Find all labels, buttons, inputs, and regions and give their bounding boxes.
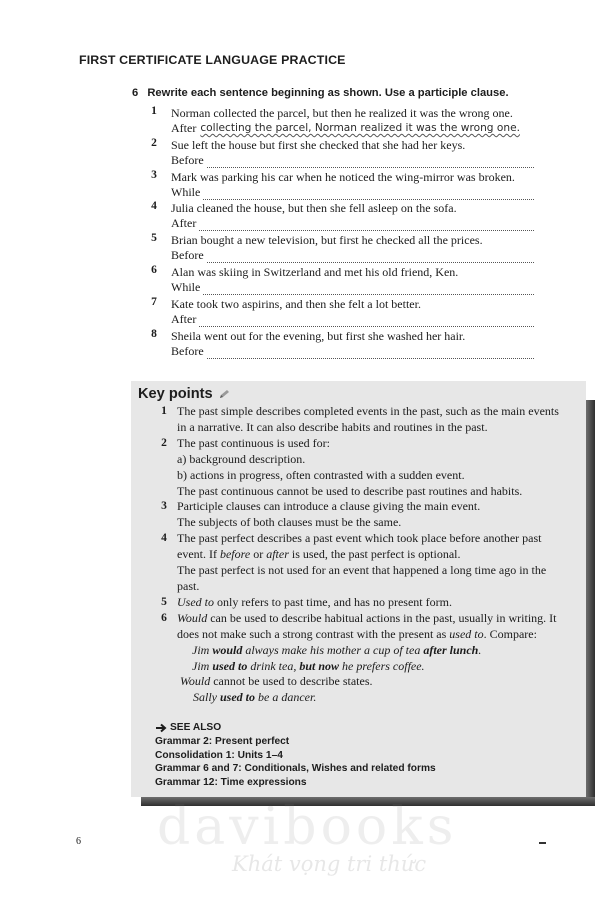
- see-also-section: [155, 721, 436, 790]
- key-point-text: a) background description.: [177, 451, 306, 466]
- see-also-link[interactable]: Grammar 2: Present perfect: [155, 735, 290, 747]
- answer-line[interactable]: [171, 153, 534, 168]
- exercise-item: [149, 169, 534, 201]
- answer-blank[interactable]: [199, 220, 534, 231]
- key-point-text: event. If before or after is used, the past perfect is optional.: [177, 547, 461, 562]
- answer-line[interactable]: [171, 344, 534, 359]
- exercise-number: 6: [132, 87, 139, 99]
- see-also-link[interactable]: Consolidation 1: Units 1–4: [155, 749, 283, 761]
- exercise-item: [149, 296, 534, 328]
- answer-prompt: After: [171, 216, 197, 231]
- example-sentence: Jim used to drink tea, but now he prefers coffee.: [192, 658, 425, 673]
- exercise-item: [149, 137, 534, 169]
- answer-prompt: After: [171, 311, 197, 326]
- key-point-text: The past perfect describes a past event which took place before another past: [177, 531, 542, 546]
- exercise-item: [149, 264, 534, 296]
- exercise-instruction-text: Rewrite each sentence beginning as shown. Use a participle clause.: [147, 87, 509, 99]
- answer-line: [171, 121, 534, 136]
- key-point-number: 2: [161, 436, 167, 449]
- key-point-text: Participle clauses can introduce a clause giving the main event.: [177, 499, 481, 514]
- pen-icon: [219, 389, 230, 399]
- answer-blank[interactable]: [203, 189, 534, 200]
- key-point-number: 5: [161, 595, 167, 608]
- key-point-text: in a narrative. It can also describe habits and routines in the past.: [177, 419, 488, 434]
- key-point: [159, 499, 577, 531]
- key-point-text: Used to only refers to past time, and has no present form.: [177, 594, 452, 609]
- key-point-text: Would can be used to describe habitual actions in the past, usually in writing. It: [177, 610, 557, 625]
- key-point-text: The past continuous is used for:: [177, 435, 330, 450]
- item-sentence: Brian bought a new television, but first he checked all the prices.: [171, 233, 483, 248]
- exercise-item: [149, 232, 534, 264]
- item-sentence: Sue left the house but first she checked that she had her keys.: [171, 137, 466, 152]
- exercise-item: [149, 200, 534, 232]
- exercise-list: [149, 105, 534, 359]
- answer-prompt: Before: [171, 152, 204, 167]
- key-point-number: 1: [161, 405, 167, 417]
- key-point: [159, 404, 577, 436]
- key-point-number: 3: [161, 500, 167, 513]
- arrow-right-icon: [155, 723, 167, 733]
- key-point: [159, 531, 577, 595]
- answer-prompt: Before: [171, 248, 204, 263]
- item-sentence: Kate took two aspirins, and then she felt a lot better.: [171, 296, 421, 311]
- answer-line[interactable]: [171, 185, 534, 200]
- book-header: FIRST CERTIFICATE LANGUAGE PRACTICE: [79, 53, 346, 67]
- watermark: davibooks: [157, 797, 458, 857]
- item-sentence: Mark was parking his car when he noticed the wing-mirror was broken.: [171, 169, 515, 184]
- box-shadow-right: [586, 400, 595, 806]
- key-point-text: past.: [177, 578, 200, 593]
- answer-blank[interactable]: [207, 157, 534, 168]
- page-number: 6: [76, 836, 81, 847]
- key-point-text: b) actions in progress, often contrasted with a sudden event.: [177, 467, 465, 482]
- key-point-text: The past simple describes completed events in the past, such as the main events: [177, 404, 559, 418]
- key-points-list: [159, 404, 577, 706]
- item-sentence: Sheila went out for the evening, but first she washed her hair.: [171, 328, 466, 343]
- item-sentence: Alan was skiing in Switzerland and met his old friend, Ken.: [171, 264, 459, 279]
- answer-prompt: After: [171, 121, 197, 135]
- item-number: 6: [151, 263, 157, 276]
- key-point-number: 4: [161, 532, 167, 545]
- see-also-link[interactable]: Grammar 6 and 7: Conditionals, Wishes and related forms: [155, 763, 436, 775]
- handwritten-answer: collecting the parcel, Norman realized it was the wrong one.: [200, 122, 520, 134]
- exercise-item: [149, 105, 534, 137]
- answer-line[interactable]: [171, 248, 534, 263]
- key-point-text: does not make such a strong contrast with the present as used to. Compare:: [177, 626, 537, 641]
- exercise-item: [149, 328, 534, 360]
- answer-line[interactable]: [171, 312, 534, 327]
- item-sentence: Julia cleaned the house, but then she fell asleep on the sofa.: [171, 201, 457, 216]
- example-sentence: Sally used to be a dancer.: [193, 690, 317, 705]
- key-point: [159, 611, 577, 706]
- answer-line[interactable]: [171, 216, 534, 231]
- key-point-text: The past continuous cannot be used to describe past routines and habits.: [177, 483, 523, 498]
- item-number: 3: [151, 168, 157, 181]
- watermark-tagline: Khát vọng tri thức: [232, 852, 427, 876]
- answer-blank[interactable]: [207, 348, 534, 359]
- see-also-link[interactable]: Grammar 12: Time expressions: [155, 777, 307, 789]
- answer-blank[interactable]: [199, 316, 534, 327]
- answer-blank[interactable]: [203, 284, 534, 295]
- item-number: 2: [151, 136, 157, 149]
- answer-blank[interactable]: [207, 252, 534, 263]
- item-number: 5: [151, 232, 157, 245]
- exercise-instruction: [132, 87, 509, 99]
- see-also-heading: SEE ALSO: [155, 721, 436, 735]
- key-point-text: The subjects of both clauses must be the same.: [177, 515, 402, 530]
- answer-prompt: While: [171, 184, 201, 199]
- answer-prompt: Before: [171, 343, 204, 358]
- answer-line[interactable]: [171, 280, 534, 295]
- key-point-text: Would cannot be used to describe states.: [180, 674, 373, 689]
- key-point-number: 6: [161, 611, 167, 624]
- key-point-text: The past perfect is not used for an event that happened a long time ago in the: [177, 563, 547, 578]
- item-number: 8: [151, 327, 157, 340]
- example-sentence: Jim would always make his mother a cup of tea after lunch.: [192, 642, 482, 657]
- item-number: 1: [151, 105, 157, 117]
- key-point: [159, 595, 577, 611]
- item-number: 7: [151, 295, 157, 308]
- key-point: [159, 436, 577, 500]
- answer-prompt: While: [171, 279, 201, 294]
- item-sentence: Norman collected the parcel, but then he realized it was the wrong one.: [171, 106, 513, 120]
- print-mark: [539, 842, 546, 844]
- item-number: 4: [151, 200, 157, 213]
- key-points-title: Key points: [138, 386, 213, 402]
